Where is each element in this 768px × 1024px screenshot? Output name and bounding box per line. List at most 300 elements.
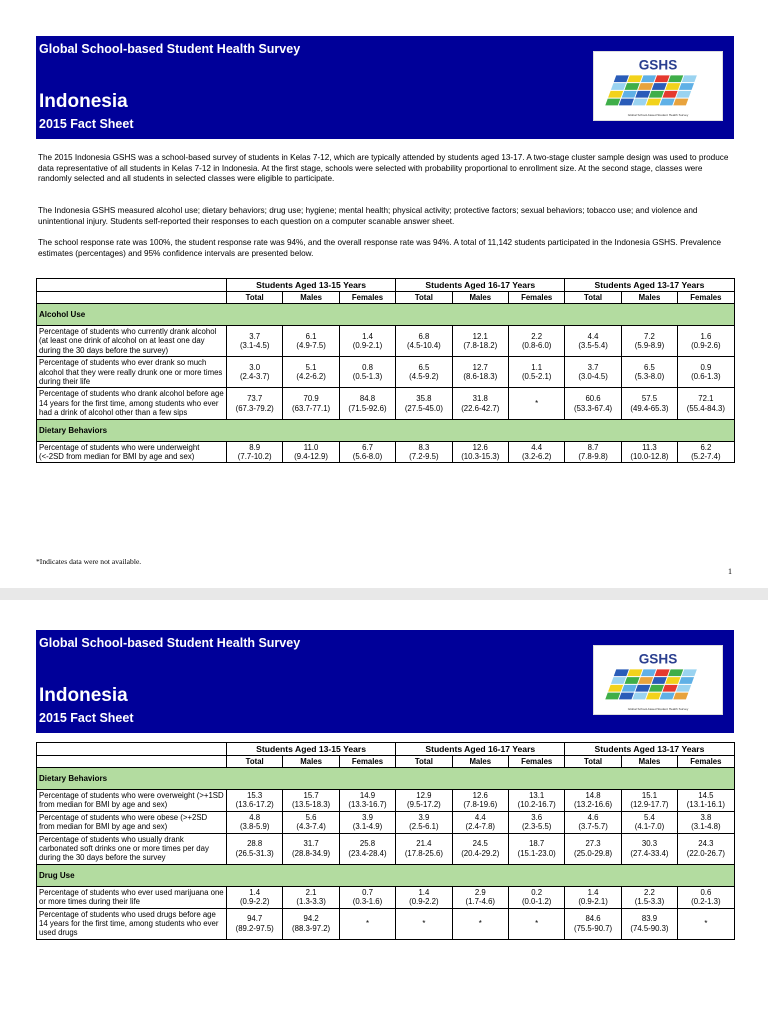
value-cell	[227, 326, 283, 357]
estimate: 70.9	[303, 394, 319, 404]
table-row	[37, 833, 735, 864]
estimate: 6.2	[700, 442, 712, 452]
estimate: 31.7	[303, 839, 319, 849]
value-cell	[283, 441, 339, 463]
value-cell	[565, 441, 621, 463]
intro-paragraph-design: The 2015 Indonesia GSHS was a school-based survey of students in Kelas 7-12, which are typically attended by students aged 13-17. A two-stage cluster sample design was used to produce data representative of all students in Kelas 7-12 in Indonesia. At the first stage, schools were selected with probability proportional to enrollment size. At the second stage, classes were randomly selected and all students in selected classes were eligible to participate.	[38, 153, 729, 183]
estimate: 12.7	[472, 362, 488, 372]
estimate: 18.7	[529, 839, 545, 849]
col-females: Females	[339, 756, 395, 768]
estimate: 12.9	[416, 791, 432, 800]
value-cell	[678, 886, 734, 908]
value-cell	[227, 790, 283, 812]
value-cell	[508, 326, 564, 357]
estimate: 2.2	[644, 887, 655, 897]
value-cell	[339, 833, 395, 864]
table-row	[37, 388, 735, 419]
confidence-interval: (1.7-4.6)	[465, 897, 495, 907]
footnote: *Indicates data were not available.	[36, 557, 142, 566]
estimate: 84.6	[585, 914, 601, 924]
estimate: 94.7	[247, 914, 263, 924]
confidence-interval: (74.5-90.3)	[630, 923, 669, 933]
estimate: 1.4	[587, 887, 599, 897]
estimate: 3.7	[249, 331, 261, 341]
value-cell	[678, 326, 734, 357]
col-total: Total	[565, 292, 621, 304]
value-cell	[565, 388, 621, 419]
estimate: 0.8	[362, 362, 373, 372]
confidence-interval: (2.4-3.7)	[239, 372, 270, 382]
confidence-interval: (7.8-9.8)	[578, 452, 608, 462]
value-cell	[227, 811, 283, 833]
value-cell	[283, 886, 339, 908]
age-group-header-row	[37, 279, 735, 292]
value-cell	[339, 811, 395, 833]
value-cell	[283, 326, 339, 357]
value-cell	[565, 357, 621, 388]
estimate: 6.5	[418, 362, 430, 372]
header-blank	[37, 279, 227, 292]
results-table-page-2	[36, 742, 735, 940]
value-cell	[396, 790, 452, 812]
intro-paragraph-topics: The Indonesia GSHS measured alcohol use; dietary behaviors; drug use; hygiene; mental health; physical activity; protective factors; sexual behaviors; tobacco use; and violence and unintentional injury. Students self-reported their responses to each question on a computer scanable answer sheet.	[38, 206, 698, 226]
value-cell	[508, 811, 564, 833]
value-cell	[452, 326, 508, 357]
confidence-interval: (10.3-15.3)	[461, 452, 500, 462]
confidence-interval: (4.9-7.5)	[296, 341, 326, 351]
intro-paragraph-response: The school response rate was 100%, the student response rate was 94%, and the overall response rate was 94%. A total of 11,142 students participated in the Indonesia GSHS. Prevalence estimates (percentages) and 95% confidence intervals are presented below.	[38, 238, 722, 258]
confidence-interval: (53.3-67.4)	[574, 403, 613, 413]
value-cell	[283, 811, 339, 833]
confidence-interval: (5.9-8.9)	[634, 341, 665, 351]
sex-header-row	[37, 756, 735, 768]
value-cell	[621, 441, 677, 463]
table-row	[37, 357, 735, 388]
estimate: 5.1	[305, 362, 317, 372]
value-cell	[678, 388, 734, 419]
confidence-interval: (3.2-6.2)	[521, 452, 552, 462]
value-cell	[283, 357, 339, 388]
header-age-13-17: Students Aged 13-17 Years	[565, 279, 734, 292]
header-age-16-17: Students Aged 16-17 Years	[396, 743, 565, 756]
value-cell	[678, 908, 734, 939]
indicator-label: Percentage of students who ever used marijuana one or more times during their life	[37, 886, 227, 908]
estimate: 5.4	[644, 812, 655, 822]
confidence-interval: (15.1-23.0)	[517, 848, 556, 858]
value-cell	[678, 357, 734, 388]
confidence-interval: (3.8-5.9)	[239, 822, 270, 832]
estimate: 13.1	[529, 791, 545, 800]
estimate: 0.7	[362, 887, 373, 897]
confidence-interval: (13.5-18.3)	[292, 800, 331, 810]
confidence-interval: (27.5-45.0)	[404, 403, 443, 413]
confidence-interval: (67.3-79.2)	[235, 403, 274, 413]
country-title: Indonesia	[39, 685, 128, 706]
col-males: Males	[621, 756, 677, 768]
value-cell	[452, 811, 508, 833]
page-gap	[0, 588, 768, 600]
indicator-label: Percentage of students who ever drank so much alcohol that they were really drunk one or more times during their life	[37, 357, 227, 388]
confidence-interval: (26.5-31.3)	[235, 848, 274, 858]
table-body	[37, 304, 735, 463]
value-cell	[396, 326, 452, 357]
estimate: 12.6	[472, 442, 488, 452]
confidence-interval: (13.1-16.1)	[686, 800, 725, 810]
estimate: *	[535, 919, 539, 929]
estimate: 3.0	[249, 362, 261, 372]
value-cell	[621, 357, 677, 388]
confidence-interval: (49.4-65.3)	[630, 403, 669, 413]
value-cell	[339, 790, 395, 812]
results-table-page-1	[36, 278, 735, 463]
col-total: Total	[227, 756, 283, 768]
estimate: 2.1	[305, 887, 317, 897]
col-females: Females	[678, 292, 734, 304]
estimate: *	[704, 919, 708, 929]
value-cell	[339, 441, 395, 463]
confidence-interval: (0.9-2.1)	[352, 341, 383, 351]
confidence-interval: (0.9-2.1)	[578, 897, 608, 907]
value-cell	[283, 908, 339, 939]
estimate: 31.8	[472, 394, 488, 404]
value-cell	[452, 357, 508, 388]
value-cell	[339, 908, 395, 939]
indicator-label: Percentage of students who currently drank alcohol (at least one drink of alcohol on at least one day during the 30 days before the survey)	[37, 326, 227, 357]
estimate: 72.1	[698, 394, 714, 404]
estimate: 0.6	[700, 887, 712, 897]
table-body	[37, 768, 735, 940]
header-age-13-15: Students Aged 13-15 Years	[227, 743, 396, 756]
col-total: Total	[565, 756, 621, 768]
estimate: 1.1	[531, 362, 543, 372]
col-males: Males	[283, 756, 339, 768]
confidence-interval: (20.4-29.2)	[461, 848, 500, 858]
estimate: 0.2	[531, 887, 543, 897]
value-cell	[565, 811, 621, 833]
estimate: 3.9	[362, 812, 373, 822]
indicator-label: Percentage of students who were underweight (<-2SD from median for BMI by age and sex)	[37, 441, 227, 463]
estimate: 15.3	[247, 791, 263, 800]
category-label: Dietary Behaviors	[37, 419, 735, 441]
confidence-interval: (55.4-84.3)	[686, 403, 725, 413]
estimate: 60.6	[585, 394, 601, 404]
value-cell	[396, 388, 452, 419]
value-cell	[227, 833, 283, 864]
table-row	[37, 326, 735, 357]
value-cell	[339, 886, 395, 908]
category-label: Alcohol Use	[37, 304, 735, 326]
estimate: 57.5	[641, 394, 658, 404]
confidence-interval: (25.0-29.8)	[574, 848, 613, 858]
svg-text:Global School-based Student He: Global School-based Student Health Survey	[627, 707, 689, 712]
confidence-interval: (5.6-8.0)	[352, 452, 383, 462]
category-row	[37, 419, 735, 441]
confidence-interval: (2.4-7.8)	[465, 822, 495, 832]
estimate: 73.7	[247, 394, 263, 404]
confidence-interval: (4.2-6.2)	[296, 372, 326, 382]
value-cell	[452, 388, 508, 419]
estimate: 4.6	[587, 812, 599, 822]
svg-text:GSHS: GSHS	[638, 57, 678, 73]
confidence-interval: (0.5-2.1)	[521, 372, 552, 382]
page-number: 1	[728, 567, 732, 576]
estimate: 3.7	[587, 362, 599, 372]
age-group-header-row	[37, 743, 735, 756]
estimate: 27.3	[585, 839, 601, 849]
fact-sheet-year: 2015 Fact Sheet	[39, 117, 134, 131]
value-cell	[227, 886, 283, 908]
value-cell	[227, 388, 283, 419]
value-cell	[396, 833, 452, 864]
estimate: 11.3	[642, 442, 657, 452]
confidence-interval: (88.3-97.2)	[292, 923, 331, 933]
value-cell	[621, 790, 677, 812]
value-cell	[678, 441, 734, 463]
estimate: 21.4	[416, 839, 432, 849]
confidence-interval: (1.5-3.3)	[634, 897, 665, 907]
value-cell	[565, 326, 621, 357]
value-cell	[621, 388, 677, 419]
estimate: 25.8	[359, 839, 376, 849]
value-cell	[227, 908, 283, 939]
confidence-interval: (17.8-25.6)	[404, 848, 443, 858]
col-females: Females	[678, 756, 734, 768]
header-age-13-15: Students Aged 13-15 Years	[227, 279, 396, 292]
estimate: 14.8	[585, 791, 601, 800]
col-females: Females	[339, 292, 395, 304]
sex-header-row	[37, 292, 735, 304]
confidence-interval: (7.2-9.5)	[409, 452, 439, 462]
value-cell	[621, 908, 677, 939]
gshs-logo-graphic	[594, 646, 722, 714]
col-males: Males	[452, 756, 508, 768]
fact-sheet-page-2	[0, 600, 768, 1024]
estimate: 15.7	[303, 791, 319, 800]
table-row	[37, 441, 735, 463]
confidence-interval: (89.2-97.5)	[235, 923, 274, 933]
estimate: 15.1	[641, 791, 658, 800]
value-cell	[339, 357, 395, 388]
confidence-interval: (2.3-5.5)	[521, 822, 552, 832]
value-cell	[621, 326, 677, 357]
value-cell	[565, 886, 621, 908]
value-cell	[227, 357, 283, 388]
value-cell	[565, 833, 621, 864]
value-cell	[621, 833, 677, 864]
value-cell	[452, 908, 508, 939]
header-banner	[36, 630, 734, 733]
confidence-interval: (13.3-16.7)	[348, 800, 387, 810]
estimate: 12.6	[472, 791, 488, 800]
estimate: 6.1	[305, 331, 317, 341]
estimate: 2.2	[531, 331, 543, 341]
confidence-interval: (3.1-4.5)	[239, 341, 270, 351]
confidence-interval: (0.3-1.6)	[352, 897, 383, 907]
confidence-interval: (10.0-12.8)	[630, 452, 669, 462]
indicator-label: Percentage of students who drank alcohol before age 14 years for the first time, among students who ever had a drink of alcohol other than a few sips	[37, 388, 227, 419]
gshs-logo	[593, 645, 723, 715]
estimate: 30.3	[641, 839, 658, 849]
confidence-interval: (10.2-16.7)	[517, 800, 556, 810]
category-label: Dietary Behaviors	[37, 768, 735, 790]
estimate: *	[478, 919, 482, 929]
estimate: 4.8	[249, 812, 261, 822]
estimate: 1.4	[362, 331, 373, 341]
col-total: Total	[396, 292, 452, 304]
indicator-label: Percentage of students who were overweight (>+1SD from median for BMI by age and sex)	[37, 790, 227, 812]
estimate: 6.7	[362, 442, 373, 452]
confidence-interval: (5.2-7.4)	[691, 452, 721, 462]
value-cell	[508, 357, 564, 388]
col-males: Males	[283, 292, 339, 304]
estimate: 4.4	[587, 331, 599, 341]
estimate: 6.5	[644, 362, 655, 372]
col-males: Males	[452, 292, 508, 304]
category-row	[37, 864, 735, 886]
confidence-interval: (9.5-17.2)	[406, 800, 441, 810]
value-cell	[678, 833, 734, 864]
confidence-interval: (12.9-17.7)	[630, 800, 669, 810]
header-blank	[37, 292, 227, 304]
category-row	[37, 304, 735, 326]
estimate: 35.8	[416, 394, 432, 404]
value-cell	[339, 388, 395, 419]
confidence-interval: (0.2-1.3)	[691, 897, 721, 907]
estimate: 7.2	[644, 331, 655, 341]
value-cell	[283, 790, 339, 812]
confidence-interval: (7.8-19.6)	[463, 800, 498, 810]
value-cell	[339, 326, 395, 357]
survey-title: Global School-based Student Health Survey	[39, 636, 301, 650]
header-banner	[36, 36, 734, 139]
confidence-interval: (9.4-12.9)	[294, 452, 328, 462]
estimate: 4.4	[474, 812, 486, 822]
confidence-interval: (8.6-18.3)	[463, 372, 498, 382]
svg-text:Global School-based Student He: Global School-based Student Health Survey	[627, 113, 689, 118]
col-females: Females	[508, 292, 564, 304]
table-row	[37, 908, 735, 939]
value-cell	[396, 886, 452, 908]
confidence-interval: (3.1-4.8)	[691, 822, 721, 832]
confidence-interval: (4.5-9.2)	[409, 372, 439, 382]
confidence-interval: (5.3-8.0)	[634, 372, 665, 382]
indicator-label: Percentage of students who usually drank carbonated soft drinks one or more times per day during the 30 days before the survey	[37, 833, 227, 864]
country-title: Indonesia	[39, 91, 128, 112]
header-blank	[37, 743, 227, 756]
value-cell	[508, 833, 564, 864]
value-cell	[227, 441, 283, 463]
header-age-13-17: Students Aged 13-17 Years	[565, 743, 734, 756]
value-cell	[678, 811, 734, 833]
value-cell	[565, 908, 621, 939]
confidence-interval: (3.7-5.7)	[578, 822, 608, 832]
confidence-interval: (0.5-1.3)	[352, 372, 383, 382]
value-cell	[396, 811, 452, 833]
value-cell	[396, 908, 452, 939]
confidence-interval: (27.4-33.4)	[630, 848, 669, 858]
estimate: 3.6	[531, 812, 543, 822]
estimate: *	[535, 398, 539, 408]
confidence-interval: (0.0-1.2)	[521, 897, 552, 907]
estimate: 14.5	[698, 791, 714, 800]
confidence-interval: (4.3-7.4)	[296, 822, 326, 832]
estimate: *	[422, 919, 426, 929]
confidence-interval: (7.8-18.2)	[463, 341, 498, 351]
confidence-interval: (3.0-4.5)	[578, 372, 608, 382]
estimate: 3.9	[418, 812, 430, 822]
estimate: 4.4	[531, 442, 543, 452]
value-cell	[621, 811, 677, 833]
value-cell	[283, 388, 339, 419]
value-cell	[508, 441, 564, 463]
confidence-interval: (22.0-26.7)	[686, 848, 725, 858]
survey-title: Global School-based Student Health Survey	[39, 42, 301, 56]
confidence-interval: (7.7-10.2)	[237, 452, 272, 462]
confidence-interval: (63.7-77.1)	[292, 403, 331, 413]
fact-sheet-year: 2015 Fact Sheet	[39, 711, 134, 725]
header-age-16-17: Students Aged 16-17 Years	[396, 279, 565, 292]
estimate: 3.8	[700, 812, 712, 822]
estimate: 11.0	[303, 442, 319, 452]
estimate: 6.8	[418, 331, 430, 341]
confidence-interval: (2.5-6.1)	[409, 822, 439, 832]
value-cell	[508, 790, 564, 812]
estimate: 8.9	[249, 442, 261, 452]
category-row	[37, 768, 735, 790]
confidence-interval: (71.5-92.6)	[348, 403, 387, 413]
col-total: Total	[227, 292, 283, 304]
confidence-interval: (0.9-2.2)	[239, 897, 270, 907]
value-cell	[565, 790, 621, 812]
indicator-label: Percentage of students who were obese (>+2SD from median for BMI by age and sex)	[37, 811, 227, 833]
indicator-label: Percentage of students who used drugs before age 14 years for the first time, among students who ever used drugs	[37, 908, 227, 939]
estimate: *	[365, 919, 369, 929]
confidence-interval: (13.6-17.2)	[235, 800, 274, 810]
estimate: 2.9	[474, 887, 486, 897]
value-cell	[452, 441, 508, 463]
confidence-interval: (75.5-90.7)	[574, 923, 613, 933]
estimate: 1.6	[700, 331, 712, 341]
value-cell	[452, 886, 508, 908]
table-row	[37, 811, 735, 833]
estimate: 84.8	[359, 394, 376, 404]
estimate: 12.1	[472, 331, 488, 341]
estimate: 1.4	[418, 887, 430, 897]
estimate: 24.3	[698, 839, 714, 849]
value-cell	[452, 833, 508, 864]
confidence-interval: (22.6-42.7)	[461, 403, 500, 413]
table-row	[37, 790, 735, 812]
estimate: 0.9	[700, 362, 712, 372]
col-total: Total	[396, 756, 452, 768]
confidence-interval: (4.5-10.4)	[406, 341, 441, 351]
confidence-interval: (23.4-28.4)	[348, 848, 387, 858]
value-cell	[678, 790, 734, 812]
estimate: 1.4	[249, 887, 261, 897]
estimate: 5.6	[305, 812, 317, 822]
estimate: 94.2	[303, 914, 319, 924]
col-males: Males	[621, 292, 677, 304]
gshs-logo	[593, 51, 723, 121]
estimate: 83.9	[641, 914, 658, 924]
confidence-interval: (0.8-6.0)	[521, 341, 552, 351]
value-cell	[452, 790, 508, 812]
gshs-logo-graphic	[594, 52, 722, 120]
value-cell	[508, 908, 564, 939]
confidence-interval: (13.2-16.6)	[574, 800, 613, 810]
confidence-interval: (0.9-2.2)	[409, 897, 439, 907]
confidence-interval: (3.5-5.4)	[578, 341, 608, 351]
